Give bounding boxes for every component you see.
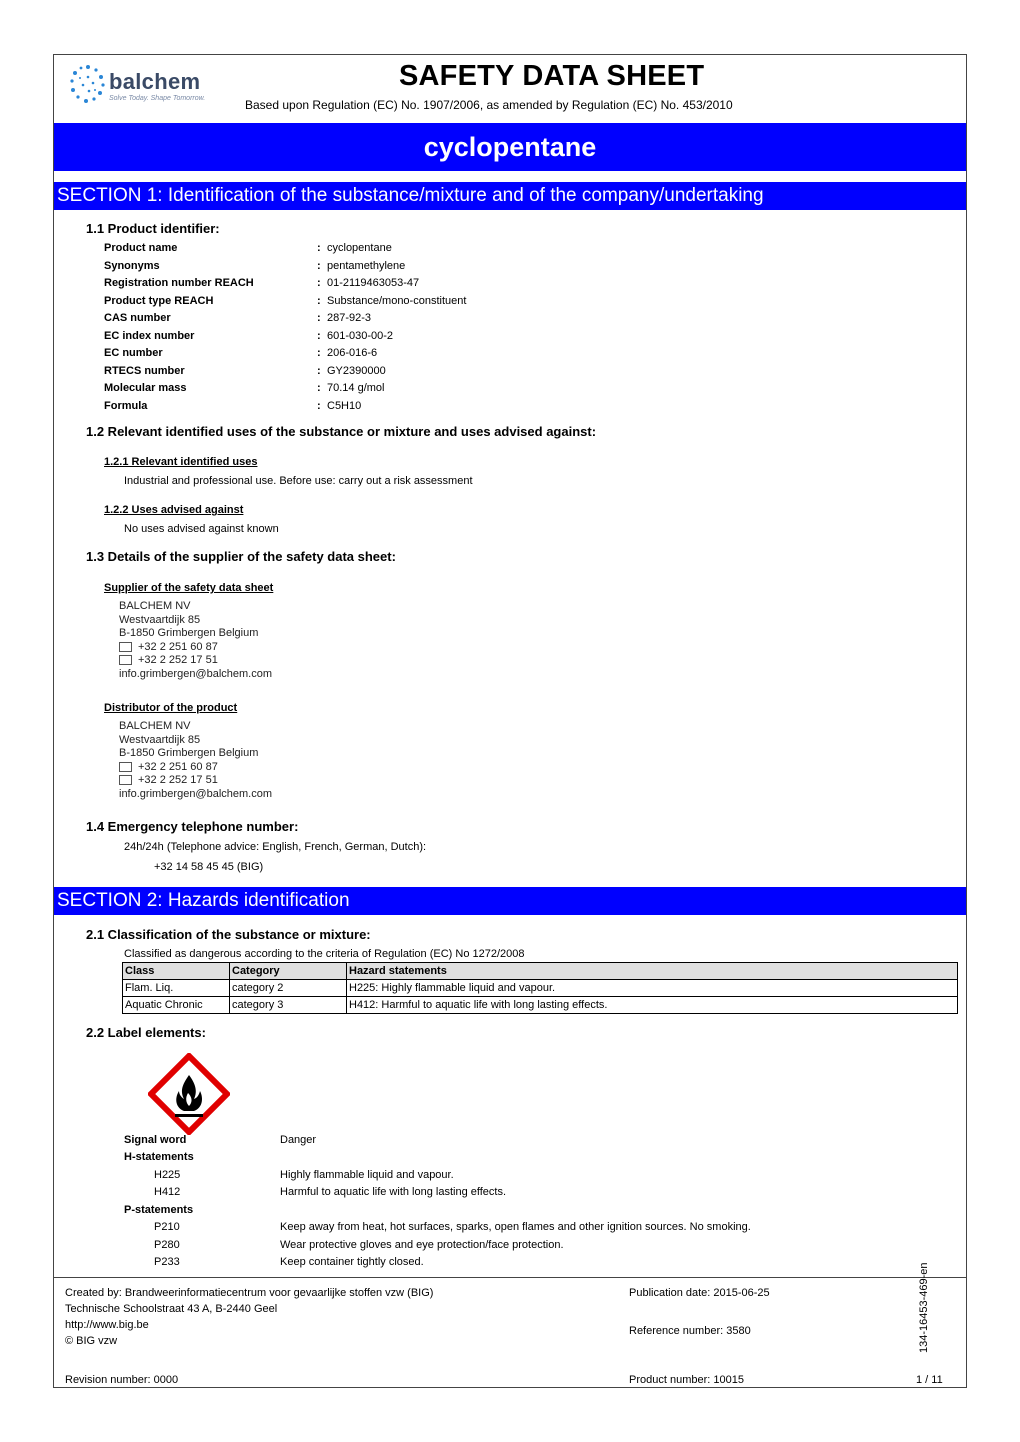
distributor-phone: +32 2 251 60 87 [138,760,218,773]
heading-1-2-2: 1.2.2 Uses advised against [104,504,244,516]
identifier-key: EC index number [104,329,195,342]
logo-wordmark: balchem [109,69,201,94]
identifier-key: RTECS number [104,364,185,377]
distributor-fax: +32 2 252 17 51 [138,774,218,786]
table-row [123,997,958,1014]
p-statement-code: P210 [154,1221,180,1233]
identifier-key: Formula [104,399,148,412]
phone-icon [119,642,132,652]
section-2-header: SECTION 2: Hazards identification [54,887,966,915]
p-statement-text: Keep container tightly closed. [280,1256,424,1268]
table-header-row [123,963,958,980]
identifier-key: Molecular mass [104,382,187,394]
identifier-value: 601-030-00-2 [327,329,394,342]
identifier-row: RTECS number : GY2390000 [104,364,386,377]
section-1-header: SECTION 1: Identification of the substance/mixture and of the company/undertaking [54,182,966,210]
emergency-number: +32 14 58 45 45 (BIG) [154,861,264,873]
identifier-key: CAS number [104,312,171,324]
phone-icon [119,762,132,772]
p-statement-code: P233 [154,1256,180,1268]
column-header: Category [230,963,347,980]
emergency-advice: 24h/24h (Telephone advice: English, French, German, Dutch): [124,841,427,853]
identifier-row: Molecular mass : 70.14 g/mol [104,382,385,394]
h-statement-code: H225 [154,1169,181,1181]
heading-2-1: 2.1 Classification of the substance or mixture: [86,927,371,942]
table-cell: Flam. Liq. [123,980,230,997]
identifier-row: CAS number : 287-92-3 [104,312,372,324]
identified-uses-text: Industrial and professional use. Before use: carry out a risk assessment [124,475,473,487]
reference-number: Reference number: 3580 [629,1325,751,1337]
document-title: SAFETY DATA SHEET [399,60,705,92]
identifier-row: EC index number : 601-030-00-2 [104,329,394,342]
supplier-phone: +32 2 251 60 87 [138,640,218,653]
product-number: Product number: 10015 [629,1374,744,1386]
table-cell: H412: Harmful to aquatic life with long lasting effects. [347,997,958,1014]
distributor-phone-row [119,761,272,775]
distributor-name: BALCHEM NV [119,720,191,732]
identifier-value: C5H10 [327,399,362,412]
table-cell: category 3 [230,997,347,1014]
heading-1-2-1: 1.2.1 Relevant identified uses [104,456,258,468]
supplier-street: Westvaartdijk 85 [119,613,201,626]
fax-icon [119,655,132,665]
supplier-fax: +32 2 252 17 51 [138,654,218,666]
supplier-fax-row [119,654,272,668]
supplier-city: B-1850 Grimbergen Belgium [119,627,259,639]
distributor-street: Westvaartdijk 85 [119,733,201,746]
identifier-row: Product name : cyclopentane [104,242,392,254]
p-statement-text: Wear protective gloves and eye protection/face protection. [280,1239,564,1251]
product-title-bar: cyclopentane [54,123,966,171]
table-cell: category 2 [230,980,347,997]
publication-date: Publication date: 2015-06-25 [629,1287,770,1299]
signal-word-label: Signal word [124,1134,187,1146]
flammable-pictogram-icon [148,1053,230,1135]
logo-tagline: Solve Today. Shape Tomorrow. [109,95,206,102]
identifier-key: Product type REACH [104,294,214,307]
logo-dots-icon [69,63,107,107]
identifier-value: Substance/mono-constituent [327,294,467,307]
h-statement-code: H412 [154,1186,181,1198]
identifier-row: Synonyms : pentamethylene [104,259,406,272]
footer-copyright: © BIG vzw [65,1335,118,1347]
identifier-row: EC number : 206-016-6 [104,347,378,359]
distributor-fax-row [119,774,272,788]
signal-word-value: Danger [280,1134,317,1146]
identifier-row: Product type REACH : Substance/mono-constituent [104,294,467,307]
h-statement-text: Highly flammable liquid and vapour. [280,1169,454,1181]
supplier-label: Supplier of the safety data sheet [104,582,274,594]
identifier-value: 206-016-6 [327,347,378,359]
distributor-email: info.grimbergen@balchem.com [119,787,273,800]
identifier-key: Registration number REACH [104,277,254,289]
p-statement-code: P280 [154,1239,180,1251]
heading-1-2: 1.2 Relevant identified uses of the substance or mixture and uses advised against: [86,424,597,439]
heading-1-4: 1.4 Emergency telephone number: [86,819,299,834]
p-statement-text: Keep away from heat, hot surfaces, sparks, open flames and other ignition sources. No smoking. [280,1221,751,1233]
supplier-email: info.grimbergen@balchem.com [119,667,273,680]
sds-page [53,54,967,1388]
table-cell: H225: Highly flammable liquid and vapour. [347,980,958,997]
table-cell: Aquatic Chronic [123,997,230,1014]
identifier-value: GY2390000 [327,364,386,377]
supplier-name: BALCHEM NV [119,600,191,612]
identifier-key: EC number [104,347,163,359]
identifier-row: Formula : C5H10 [104,399,362,412]
identifier-value: 70.14 g/mol [327,382,385,394]
distributor-label: Distributor of the product [104,702,238,714]
identifier-value: pentamethylene [327,259,406,272]
identifier-row: Registration number REACH : 01-2119463053-47 [104,277,420,289]
h-statement-text: Harmful to aquatic life with long lasting effects. [280,1186,507,1198]
identifier-key: Product name [104,242,178,254]
column-header: Class [123,963,230,980]
revision-number: Revision number: 0000 [65,1374,179,1386]
footer-address: Technische Schoolstraat 43 A, B-2440 Geel [65,1303,278,1315]
footer-created-by: Created by: Brandweerinformatiecentrum voor gevaarlijke stoffen vzw (BIG) [65,1287,434,1299]
document-code: 134-16453-469-en [918,1262,930,1353]
classification-table [122,962,958,1014]
fax-icon [119,775,132,785]
heading-1-3: 1.3 Details of the supplier of the safety data sheet: [86,549,396,564]
h-statements-label: H-statements [124,1151,194,1163]
identifier-value: cyclopentane [327,242,392,254]
distributor-city: B-1850 Grimbergen Belgium [119,747,259,759]
footer-url[interactable]: http://www.big.be [65,1319,149,1331]
identifier-key: Synonyms [104,259,160,272]
distributor-address [119,720,272,801]
identifier-value: 01-2119463053-47 [327,277,420,289]
document-subtitle: Based upon Regulation (EC) No. 1907/2006, as amended by Regulation (EC) No. 453/2010 [245,98,733,112]
classification-note: Classified as dangerous according to the criteria of Regulation (EC) No 1272/2008 [124,948,525,960]
balchem-logo [69,63,229,109]
p-statements-label: P-statements [124,1204,194,1216]
heading-1-1: 1.1 Product identifier: [86,221,220,236]
page-number: 1 / 11 [916,1374,943,1386]
heading-2-2: 2.2 Label elements: [86,1025,206,1040]
table-row [123,980,958,997]
supplier-address [119,600,272,681]
supplier-phone-row [119,641,272,655]
column-header: Hazard statements [347,963,958,980]
identifier-value: 287-92-3 [327,312,372,324]
uses-advised-against-text: No uses advised against known [124,523,279,535]
